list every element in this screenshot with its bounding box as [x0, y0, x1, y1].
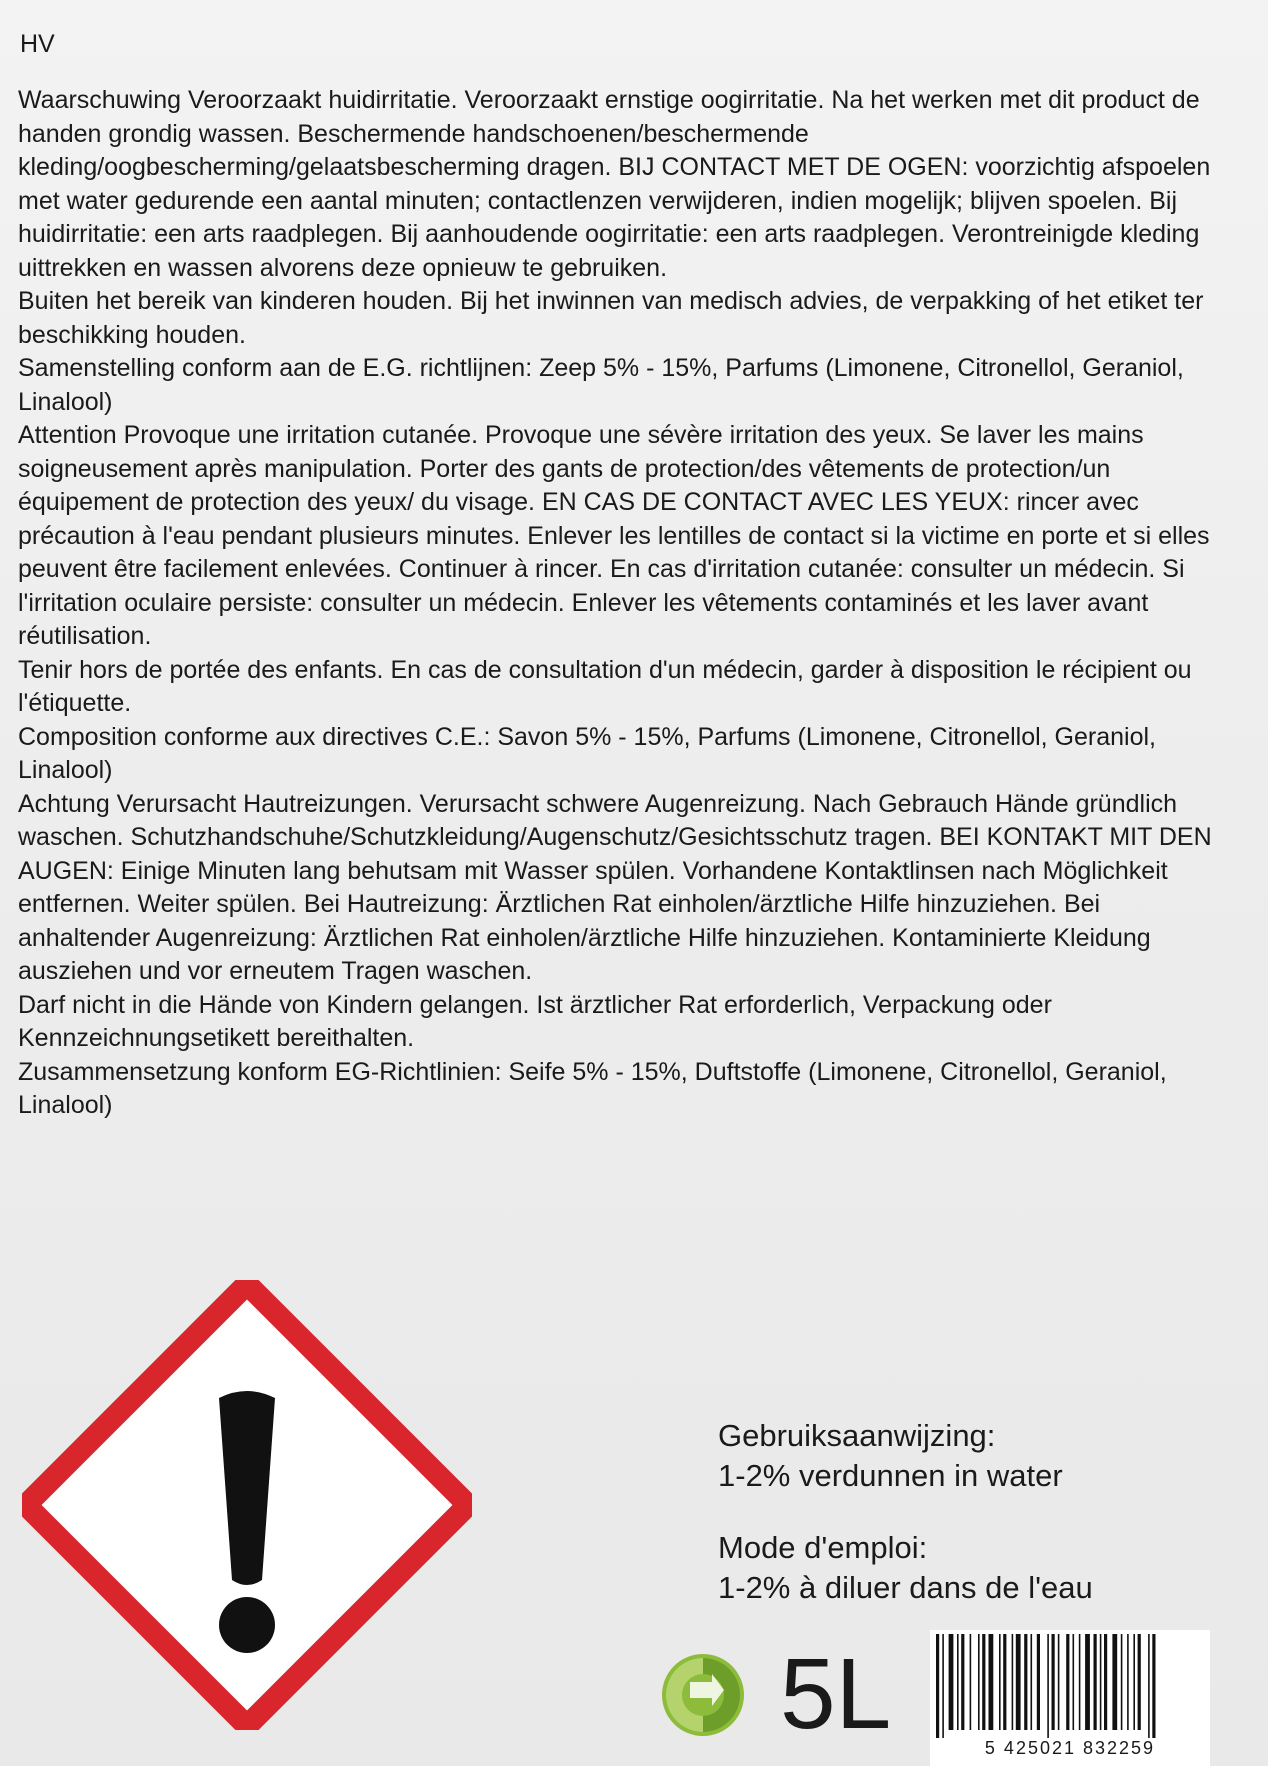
barcode-digits: 5 425021 832259: [984, 1738, 1156, 1758]
paragraph-nl-children: Buiten het bereik van kinderen houden. Bij het inwinnen van medisch advies, de verpakking of het etiket ter beschikking houden.: [18, 287, 1204, 349]
green-dot-icon: [660, 1652, 746, 1738]
volume-label: 5L: [780, 1638, 892, 1750]
usage-instructions: [718, 1416, 1093, 1640]
usage-fr-text: 1-2% à diluer dans de l'eau: [718, 1570, 1093, 1605]
paragraph-de-children: Darf nicht in die Hände von Kindern gelangen. Ist ärztlicher Rat erforderlich, Verpackung oder Kennzeichnungsetikett bereithalten.: [18, 990, 1052, 1052]
usage-nl: [718, 1416, 1093, 1496]
paragraph-fr-children: Tenir hors de portée des enfants. En cas de consultation d'un médecin, garder à disposition le récipient ou l'étiquette.: [18, 655, 1192, 717]
usage-nl-text: 1-2% verdunnen in water: [718, 1458, 1063, 1493]
paragraph-fr-composition: Composition conforme aux directives C.E.: Savon 5% - 15%, Parfums (Limonene, Citronellol, Geraniol, Linalool): [18, 722, 1157, 784]
product-code: HV: [20, 30, 55, 58]
paragraph-de-composition: Zusammensetzung konform EG-Richtlinien: Seife 5% - 15%, Duftstoffe (Limonene, Citronellol, Geraniol, Linalool): [18, 1057, 1167, 1119]
hazard-statements: [18, 84, 1233, 1123]
usage-fr-heading: Mode d'emploi:: [718, 1530, 928, 1565]
bottom-row: [660, 1630, 1220, 1766]
paragraph-nl-composition: Samenstelling conform aan de E.G. richtlijnen: Zeep 5% - 15%, Parfums (Limonene, Citronellol, Geraniol, Linalool): [18, 354, 1184, 416]
paragraph-de-warning: Achtung Verursacht Hautreizungen. Verursacht schwere Augenreizung. Nach Gebrauch Hände gründlich waschen. Schutzhandschuhe/Schutzkleidung/Augenschutz/Gesichtsschutz tragen. BEI KONTAKT MIT DEN AUGEN: Einige Minuten lang behutsam mit Wasser spülen. Vorhandene Kontaktlinsen nach Möglichkeit entfernen. Weiter spülen. Bei Hautreizung: Ärztlichen Rat einholen/ärztliche Hilfe hinzuziehen. Bei anhaltender Augenreizung: Ärztlichen Rat einholen/ärztliche Hilfe hinzuziehen. Kontaminierte Kleidung ausziehen und vor erneutem Tragen waschen.: [18, 789, 1212, 985]
paragraph-nl-warning: Waarschuwing Veroorzaakt huidirritatie. Veroorzaakt ernstige oogirritatie. Na het werken met dit product de handen grondig wassen. Beschermende handschoenen/beschermende kleding/oogbescherming/gelaatsbescherming dragen. BIJ CONTACT MET DE OGEN: voorzichtig afspoelen met water gedurende een aantal minuten; contactlenzen verwijderen, indien mogelijk; blijven spoelen. Bij huidirritatie: een arts raadplegen. Bij aanhoudende oogirritatie: een arts raadplegen. Verontreinigde kleding uittrekken en wassen alvorens deze opnieuw te gebruiken.: [18, 86, 1211, 282]
barcode: [930, 1630, 1210, 1766]
usage-nl-heading: Gebruiksaanwijzing:: [718, 1418, 996, 1453]
barcode-bars-icon: [930, 1630, 1210, 1738]
paragraph-fr-warning: Attention Provoque une irritation cutanée. Provoque une sévère irritation des yeux. Se laver les mains soigneusement après manipulation. Porter des gants de protection/des vêtements de protection/un équipement de protection des yeux/ du visage. EN CAS DE CONTACT AVEC LES YEUX: rincer avec précaution à l'eau pendant plusieurs minutes. Enlever les lentilles de contact si la victime en porte et si elles peuvent être facilement enlevées. Continuer à rincer. En cas d'irritation cutanée: consulter un médecin. Si l'irritation oculaire persiste: consulter un médecin. Enlever les vêtements contaminés et les laver avant réutilisation.: [18, 421, 1210, 650]
ghs-exclamation-mark-icon: [22, 1280, 472, 1730]
usage-fr: [718, 1528, 1093, 1608]
